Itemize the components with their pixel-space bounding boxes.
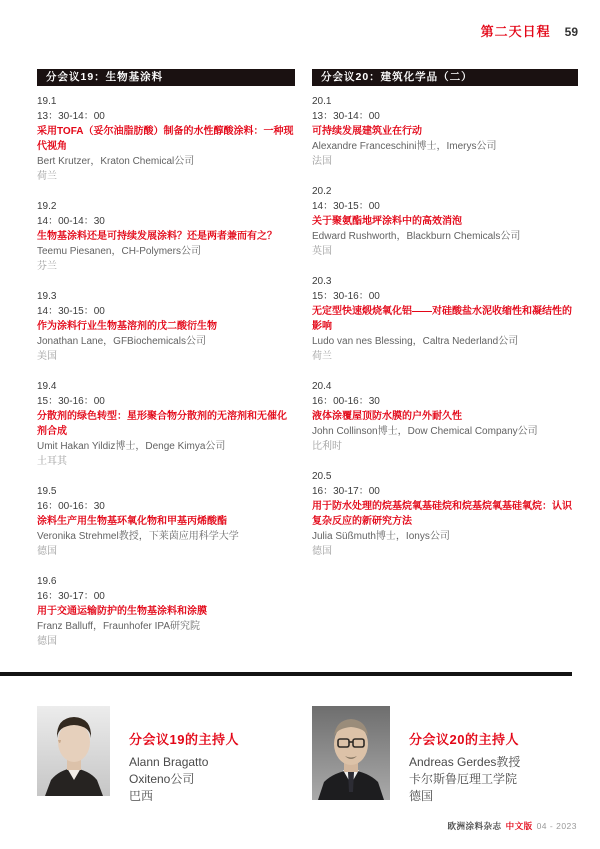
session-title: 液体涂覆屋顶防水膜的户外耐久性 [312,411,462,422]
session-list-19 [37,94,295,649]
chair-19-heading: 分会议19的主持人 [129,732,239,747]
session-number: 20.1 [312,96,332,107]
session-list-20 [312,94,578,559]
session-speaker: Ludo van nes Blessing，Caltra Nederland公司 [312,336,519,347]
page-header [481,21,578,40]
session-item [37,574,295,649]
column-header-20: 分会议20：建筑化学品（二） [312,69,578,86]
chair-20-heading: 分会议20的主持人 [409,732,519,747]
session-country: 荷兰 [37,171,57,182]
column-header-19: 分会议19：生物基涂料 [37,69,295,86]
page-footer [448,820,577,832]
session-country: 法国 [312,156,332,167]
session-country: 英国 [312,246,332,257]
session-speaker: Teemu Piesanen，CH-Polymers公司 [37,246,201,257]
session-column-20 [312,69,578,664]
session-speaker: John Collinson博士，Dow Chemical Company公司 [312,426,538,437]
session-number: 19.3 [37,291,57,302]
session-speaker: Umit Hakan Yildiz博士，Denge Kimya公司 [37,441,226,452]
session-title: 分散剂的绿色转型：星形聚合物分散剂的无溶剂和无催化剂合成 [37,411,287,437]
footer-issue: 04 - 2023 [536,821,577,831]
chair-20-info [409,729,520,805]
session-title: 生物基涂料还是可持续发展涂料？还是两者兼而有之？ [37,231,277,242]
session-country: 土耳其 [37,456,67,467]
session-title: 用于交通运输防护的生物基涂料和涂膜 [37,606,207,617]
session-time: 14：30-15：00 [312,201,380,212]
session-country: 德国 [37,636,57,647]
session-item [312,379,578,454]
session-number: 20.5 [312,471,332,482]
session-number: 19.6 [37,576,57,587]
program-columns [37,69,578,664]
session-country: 荷兰 [312,351,332,362]
chair-19-org: Oxiteno公司 [129,772,195,786]
session-title: 用于防水处理的烷基烷氧基硅烷和烷基烷氧基硅氧烷：认识复杂反应的新研究方法 [312,501,572,527]
chair-19 [37,706,239,805]
session-number: 19.2 [37,201,57,212]
chair-20-org: 卡尔斯鲁厄理工学院 [409,772,518,786]
session-number: 19.1 [37,96,57,107]
session-time: 16：30-17：00 [37,591,105,602]
session-column-19 [37,69,295,664]
session-title: 无定型快速煅烧氧化铝——对硅酸盐水泥收缩性和凝结性的影响 [312,306,572,332]
session-time: 14：00-14：30 [37,216,105,227]
page-number: 59 [564,25,578,39]
session-item [37,484,295,559]
session-title: 关于聚氨酯地坪涂料中的高效消泡 [312,216,462,227]
session-time: 13：30-14：00 [312,111,380,122]
session-title: 可持续发展建筑业在行动 [312,126,422,137]
session-speaker: Franz Balluff，Fraunhofer IPA研究院 [37,621,201,632]
session-item [37,379,295,469]
session-title: 采用TOFA（妥尔油脂肪酸）制备的水性醇酸涂料：一种现代视角 [37,126,294,152]
session-item [312,274,578,364]
chair-20-country: 德国 [409,789,434,803]
session-item [312,469,578,559]
chair-20-name: Andreas Gerdes教授 [409,755,521,769]
session-time: 16：00-16：30 [37,501,105,512]
session-country: 德国 [312,546,332,557]
session-speaker: Edward Rushworth，Blackburn Chemicals公司 [312,231,521,242]
session-speaker: Julia Süßmuth博士，Ionys公司 [312,531,450,542]
session-item [37,199,295,274]
session-time: 14：30-15：00 [37,306,105,317]
session-title: 作为涂料行业生物基溶剂的戊二酸衍生物 [37,321,217,332]
session-number: 19.4 [37,381,57,392]
session-speaker: Bert Krutzer，Kraton Chemical公司 [37,156,195,167]
session-country: 美国 [37,351,57,362]
chair-19-info [129,729,239,805]
session-number: 20.3 [312,276,332,287]
footer-edition: 中文版 [505,821,533,831]
session-item [37,94,295,184]
chair-20-photo [312,706,390,800]
session-item [312,184,578,259]
session-speaker: Jonathan Lane，GFBiochemicals公司 [37,336,206,347]
session-speaker: Veronika Strehmel教授，下莱茵应用科学大学 [37,531,239,542]
chair-20 [312,706,520,805]
session-time: 13：30-14：00 [37,111,105,122]
session-title: 涂料生产用生物基环氧化物和甲基丙烯酸酯 [37,516,227,527]
day-title: 第二天日程 [480,24,551,39]
footer-journal-name: 欧洲涂料杂志 [447,821,502,831]
session-time: 15：30-16：00 [312,291,380,302]
session-time: 15：30-16：00 [37,396,105,407]
session-time: 16：00-16：30 [312,396,380,407]
session-item [37,289,295,364]
session-country: 德国 [37,546,57,557]
session-number: 19.5 [37,486,57,497]
chair-19-photo [37,706,110,796]
chair-19-name: Alann Bragatto [129,755,209,769]
session-number: 20.4 [312,381,332,392]
session-speaker: Alexandre Franceschini博士，Imerys公司 [312,141,497,152]
session-country: 比利时 [312,441,342,452]
section-divider [0,672,572,676]
session-time: 16：30-17：00 [312,486,380,497]
session-country: 芬兰 [37,261,57,272]
chair-19-country: 巴西 [129,789,154,803]
session-item [312,94,578,169]
session-number: 20.2 [312,186,332,197]
